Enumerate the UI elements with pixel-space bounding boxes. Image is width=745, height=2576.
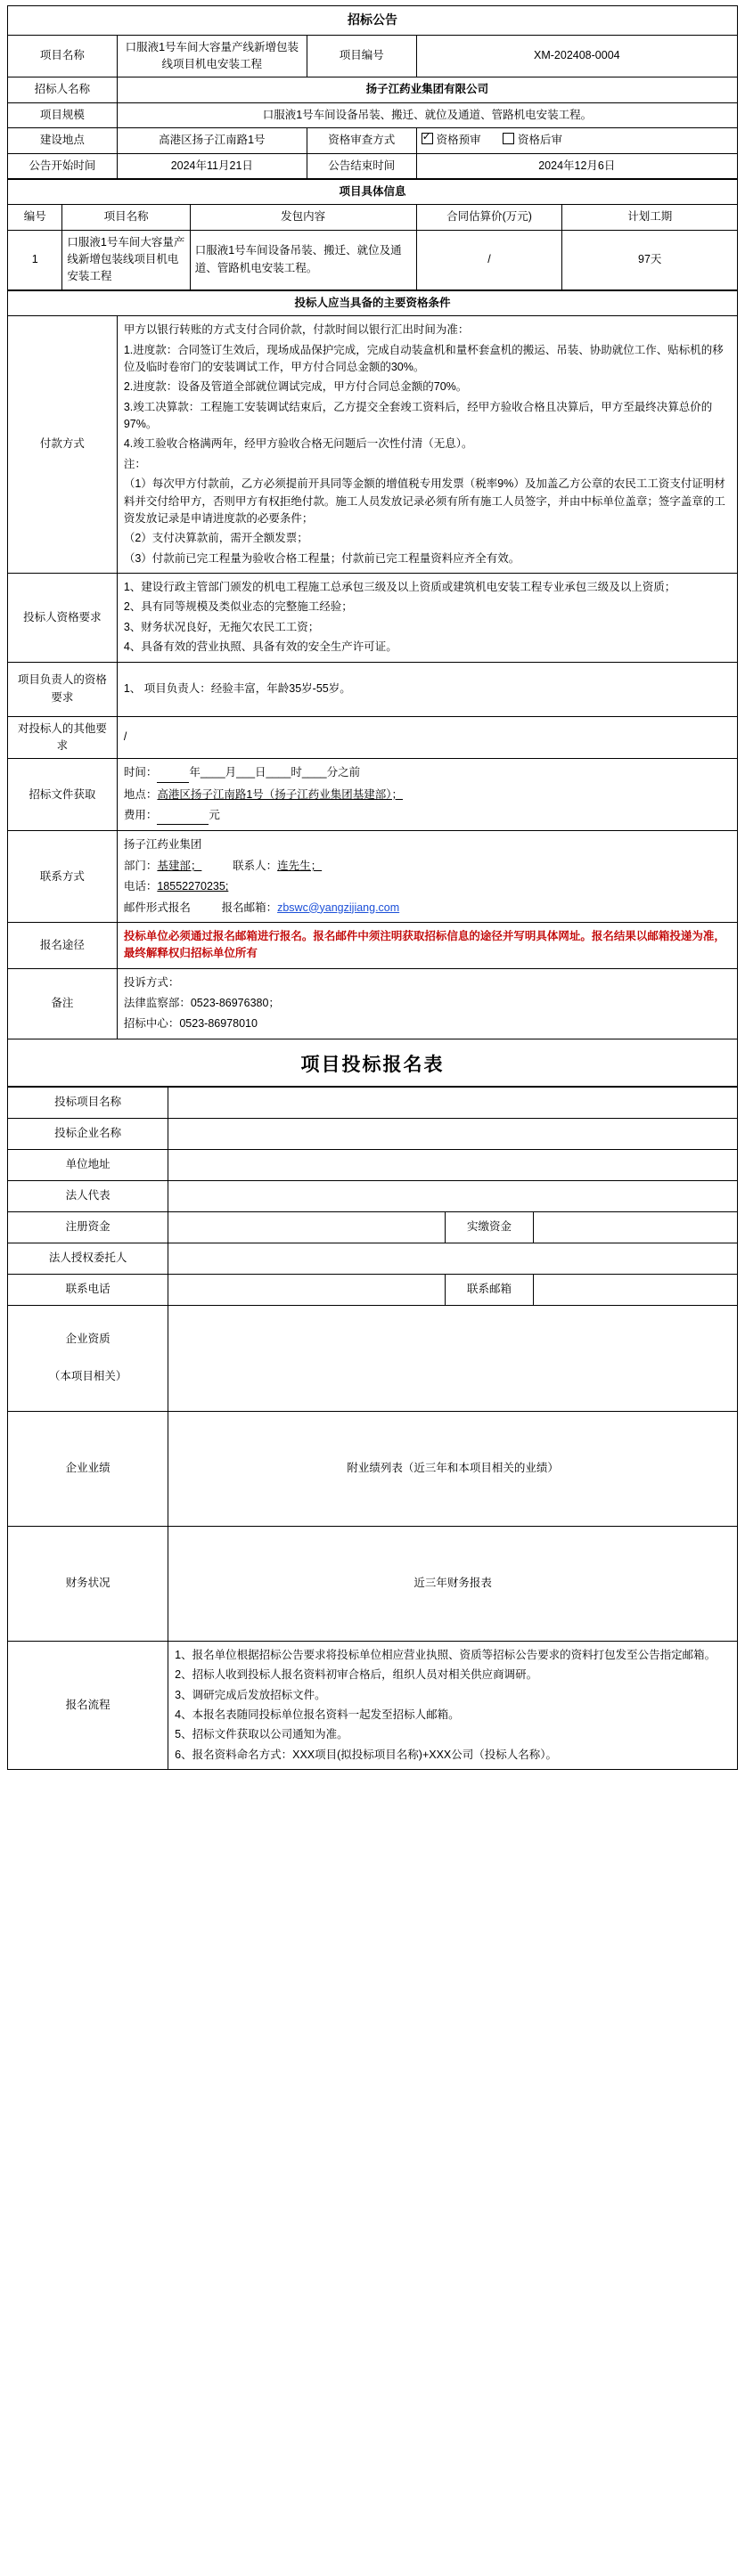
bidder-requirements-content xyxy=(117,574,737,663)
label-payment: 付款方式 xyxy=(8,316,118,574)
acquire-place-prefix: 地点： xyxy=(123,787,158,801)
acquire-time-rest: 年____月___日____时____分之前 xyxy=(189,766,361,779)
other-requirements-content: / xyxy=(117,716,737,759)
label-form-project-name: 投标项目名称 xyxy=(8,1087,168,1118)
process-item-1: 2、招标人收到投标人报名资料初审合格后，组织人员对相关供应商调研。 xyxy=(175,1668,538,1682)
payment-line-7: （2）支付决算款前，需开全额发票； xyxy=(123,532,308,545)
acquire-fee-unit: 元 xyxy=(209,809,220,822)
label-project-no: 项目编号 xyxy=(307,35,416,77)
label-form-legal-rep: 法人代表 xyxy=(8,1180,168,1211)
value-end-time: 2024年12月6日 xyxy=(416,153,737,178)
checkbox-pre-qualification[interactable] xyxy=(422,134,485,146)
payment-line-8: （3）付款前已完工程量为验收合格工程量；付款前已完工程量资料应齐全有效。 xyxy=(123,551,520,565)
value-scale: 口服液1号车间设备吊装、搬迁、就位及通道、管路机电安装工程。 xyxy=(117,102,737,127)
checkbox-checked-icon xyxy=(422,133,433,144)
checkbox-empty-icon xyxy=(503,133,514,144)
page-title: 招标公告 xyxy=(8,6,738,36)
label-form-process: 报名流程 xyxy=(8,1641,168,1769)
contact-person-label: 联系人： xyxy=(233,859,278,872)
acquire-fee-line xyxy=(124,807,731,825)
acquire-time-line xyxy=(124,764,731,782)
label-other-requirements: 对投标人的其他要求 xyxy=(8,716,118,759)
label-remark: 备注 xyxy=(8,968,118,1039)
contact-phone-label: 电话： xyxy=(123,880,158,893)
header-price: 合同估算价(万元) xyxy=(416,205,562,230)
label-start-time: 公告开始时间 xyxy=(8,153,118,178)
label-form-paid-capital: 实缴资金 xyxy=(446,1211,533,1243)
process-item-5: 6、报名资料命名方式：XXX项目(拟投标项目名称)+XXX公司（投标人名称）。 xyxy=(175,1748,558,1761)
acquire-fee-prefix: 费用： xyxy=(123,809,158,822)
process-item-3: 4、本报名表随同投标单位报名资料一起发至招标人邮箱。 xyxy=(175,1708,460,1721)
pm-requirements-content: 1、 项目负责人：经验丰富，年龄35岁-55岁。 xyxy=(117,662,737,716)
contact-content xyxy=(117,831,737,923)
payment-line-4: 4.竣工验收合格满两年，经甲方验收合格无问题后一次性付清（无息）。 xyxy=(123,437,473,451)
label-qualification-method: 资格审查方式 xyxy=(307,128,416,153)
label-form-registered-capital: 注册资金 xyxy=(8,1211,168,1243)
label-registration-channel: 报名途径 xyxy=(8,922,118,968)
contact-mail-value[interactable]: zbswc@yangzijiang.com xyxy=(277,901,400,914)
header-project-name: 项目名称 xyxy=(62,205,190,230)
payment-line-5: 注： xyxy=(123,457,146,470)
qualification-method-options xyxy=(416,128,737,153)
acquire-place-line xyxy=(124,787,731,803)
contact-company: 扬子江药业集团 xyxy=(123,838,202,852)
header-no: 编号 xyxy=(8,205,62,230)
payment-line-3: 3.竣工决算款：工程施工安装调试结束后，乙方提交全套竣工资料后，经甲方验收合格且决算后，甲方至最终决算总价的97%。 xyxy=(123,400,713,431)
label-pre-qualification: 资格预审 xyxy=(436,134,481,147)
announcement-table xyxy=(7,5,738,179)
registration-form-title: 项目投标报名表 xyxy=(7,1039,738,1087)
cell-duration: 97天 xyxy=(562,230,738,289)
payment-line-2: 2.进度款：设备及管道全部就位调试完成，甲方付合同总金额的70%。 xyxy=(123,380,468,394)
payment-line-6: （1）每次甲方付款前，乙方必须提前开具同等金额的增值税专用发票（税率9%）及加盖乙方公章的农民工工资支付证明材料并交付给甲方，否则甲方有权拒绝付款。施工人员发放记录必须有所有施工人员签字，并由中标单位盖章；签字盖章的工资发放记录是申请进度款的必要条件； xyxy=(123,477,725,525)
input-form-email[interactable] xyxy=(533,1274,737,1305)
table-row xyxy=(8,230,738,289)
contact-mail-mode: 邮件形式报名 xyxy=(123,901,191,914)
bidder-req-0: 1、建设行政主管部门颁发的机电工程施工总承包三级及以上资质或建筑机电安装工程专业承包三级及以上资质； xyxy=(123,581,676,594)
input-form-qualification[interactable] xyxy=(168,1305,738,1411)
contact-dept-value: 基建部； xyxy=(157,859,202,872)
contact-dept-label: 部门： xyxy=(123,859,158,872)
contact-phone-value: 18552270235; xyxy=(157,880,229,893)
label-form-phone: 联系电话 xyxy=(8,1274,168,1305)
input-form-legal-rep[interactable] xyxy=(168,1180,738,1211)
label-contact: 联系方式 xyxy=(8,831,118,923)
label-form-finance: 财务状况 xyxy=(8,1526,168,1641)
label-bidder-requirements: 投标人资格要求 xyxy=(8,574,118,663)
contact-phone-line xyxy=(124,878,731,895)
acquire-fee-blank[interactable] xyxy=(157,807,209,825)
label-project-name: 项目名称 xyxy=(8,35,118,77)
bidder-req-1: 2、具有同等规模及类似业态的完整施工经验； xyxy=(123,600,353,614)
cell-content: 口服液1号车间设备吊装、搬迁、就位及通道、管路机电安装工程。 xyxy=(190,230,416,289)
label-bidder-org: 招标人名称 xyxy=(8,77,118,102)
label-form-qualification xyxy=(8,1305,168,1411)
bidder-req-2: 3、财务状况良好，无拖欠农民工工资； xyxy=(123,620,320,633)
acquire-year-blank[interactable] xyxy=(157,764,189,782)
label-form-authorized-agent: 法人授权委托人 xyxy=(8,1243,168,1274)
label-form-company-name: 投标企业名称 xyxy=(8,1118,168,1149)
process-item-2: 3、调研完成后发放招标文件。 xyxy=(175,1688,326,1701)
contact-mail-line xyxy=(124,900,731,917)
registration-channel-content: 投标单位必须通过报名邮箱进行报名。报名邮件中须注明获取招标信息的途径并写明具体网址。报名结果以邮箱投递为准，最终解释权归招标单位所有 xyxy=(117,922,737,968)
label-end-time: 公告结束时间 xyxy=(307,153,416,178)
value-project-no: XM-202408-0004 xyxy=(416,35,737,77)
value-form-process xyxy=(168,1641,738,1769)
remark-line-1: 法律监察部：0523-86976380； xyxy=(123,997,280,1010)
contact-mail-label: 报名邮箱： xyxy=(221,901,278,914)
label-form-email: 联系邮箱 xyxy=(446,1274,533,1305)
label-pm-requirements: 项目负责人的资格要求 xyxy=(8,662,118,716)
remark-content xyxy=(117,968,737,1039)
value-project-name: 口服液1号车间大容量产线新增包装线项目机电安装工程 xyxy=(117,35,307,77)
label-post-qualification: 资格后审 xyxy=(517,134,562,147)
process-item-4: 5、招标文件获取以公司通知为准。 xyxy=(175,1728,348,1741)
qualification-section-title: 投标人应当具备的主要资格条件 xyxy=(8,290,738,315)
value-form-finance: 近三年财务报表 xyxy=(168,1526,738,1641)
qualification-table xyxy=(7,290,738,1039)
input-form-address[interactable] xyxy=(168,1149,738,1180)
cell-no: 1 xyxy=(8,230,62,289)
payment-content xyxy=(117,316,737,574)
input-form-company-name[interactable] xyxy=(168,1118,738,1149)
input-form-project-name[interactable] xyxy=(168,1087,738,1118)
input-form-registered-capital[interactable] xyxy=(168,1211,446,1243)
detail-section-title: 项目具体信息 xyxy=(8,179,738,204)
input-form-phone[interactable] xyxy=(168,1274,446,1305)
process-item-0: 1、报名单位根据招标公告要求将投标单位相应营业执照、资质等招标公告要求的资料打包发至公告指定邮箱。 xyxy=(175,1648,716,1661)
input-form-paid-capital[interactable] xyxy=(533,1211,737,1243)
label-form-performance: 企业业绩 xyxy=(8,1411,168,1526)
registration-form-table xyxy=(7,1087,738,1770)
label-site: 建设地点 xyxy=(8,128,118,153)
value-form-performance: 附业绩列表（近三年和本项目相关的业绩） xyxy=(168,1411,738,1526)
label-scale: 项目规模 xyxy=(8,102,118,127)
contact-dept-line xyxy=(124,858,731,875)
document-acquisition-content xyxy=(117,759,737,831)
acquire-time-prefix: 时间： xyxy=(123,766,158,779)
header-duration: 计划工期 xyxy=(562,205,738,230)
remark-line-0: 投诉方式： xyxy=(123,975,180,989)
label-form-address: 单位地址 xyxy=(8,1149,168,1180)
contact-person-value: 连先生； xyxy=(277,859,323,872)
value-start-time: 2024年11月21日 xyxy=(117,153,307,178)
value-site: 高港区扬子江南路1号 xyxy=(117,128,307,153)
label-form-qualification-sub: （本项目相关） xyxy=(48,1369,127,1382)
payment-line-0: 甲方以银行转账的方式支付合同价款，付款时间以银行汇出时间为准： xyxy=(123,323,470,337)
cell-project-name: 口服液1号车间大容量产线新增包装线项目机电安装工程 xyxy=(62,230,190,289)
cell-price: / xyxy=(416,230,562,289)
detail-table xyxy=(7,179,738,290)
label-form-qualification-main: 企业资质 xyxy=(65,1333,111,1346)
header-content: 发包内容 xyxy=(190,205,416,230)
value-bidder-org: 扬子江药业集团有限公司 xyxy=(117,77,737,102)
payment-line-1: 1.进度款：合同签订生效后，现场成品保护完成，完成自动装盒机和量杯套盒机的搬运、吊装、协助就位工作、贴标机的移位及临时卷帘门的安装调试工作，甲方付合同总金额的30%。 xyxy=(123,343,724,373)
remark-line-2: 招标中心：0523-86978010 xyxy=(123,1017,258,1031)
acquire-place-value: 高港区扬子江南路1号（扬子江药业集团基建部）； xyxy=(157,787,404,801)
bidder-req-3: 4、具备有效的营业执照、具备有效的安全生产许可证。 xyxy=(123,640,397,654)
checkbox-post-qualification[interactable] xyxy=(503,134,562,146)
label-document-acquisition: 招标文件获取 xyxy=(8,759,118,831)
input-form-authorized-agent[interactable] xyxy=(168,1243,738,1274)
